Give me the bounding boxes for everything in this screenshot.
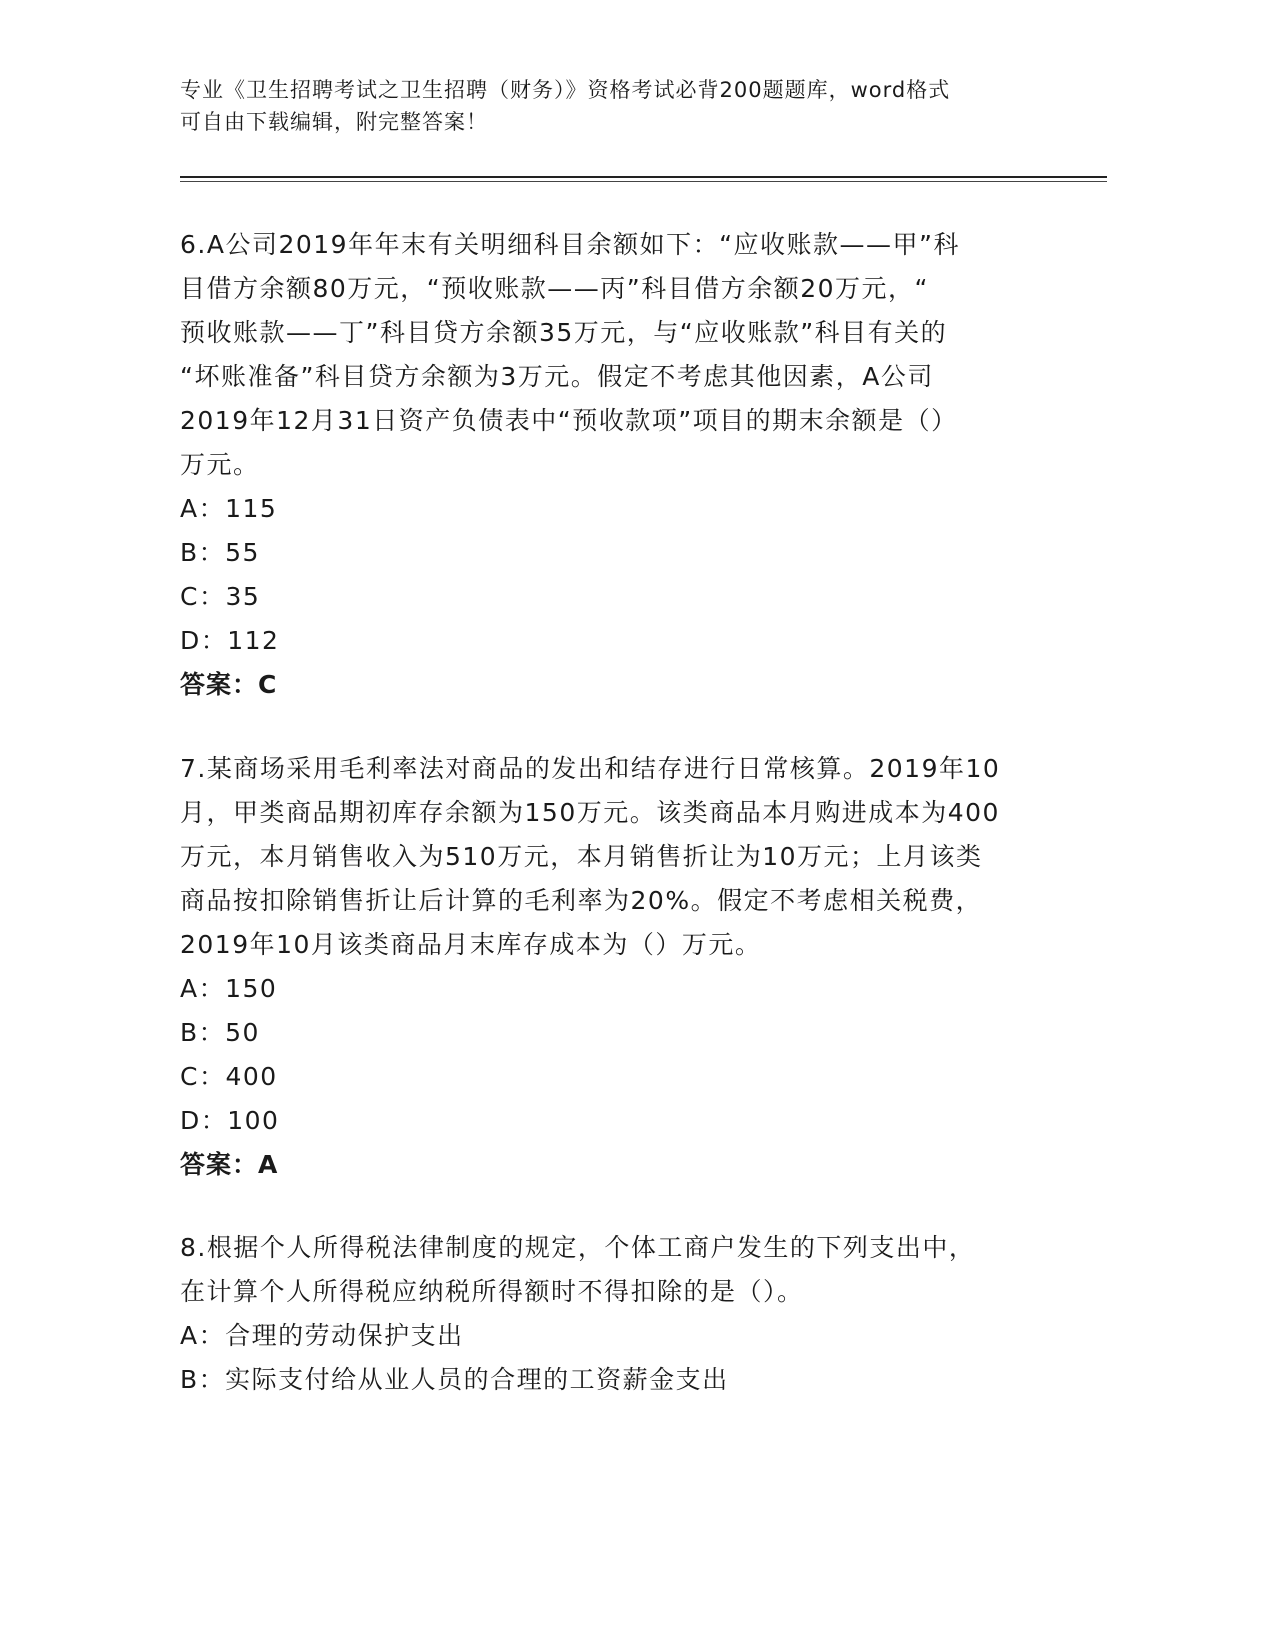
question-8	[180, 1226, 1060, 1402]
header-divider-thin	[180, 181, 1107, 182]
question-text-line: “坏账准备”科目贷方余额为3万元。假定不考虑其他因素，A公司	[180, 362, 934, 391]
question-text-line: 目借方余额80万元，“预收账款——丙”科目借方余额20万元，“	[180, 274, 929, 303]
option-c: C：400	[180, 1062, 278, 1091]
option-d: D：100	[180, 1106, 280, 1135]
option-b: B：实际支付给从业人员的合理的工资薪金支出	[180, 1365, 729, 1394]
header-line: 可自由下载编辑，附完整答案！	[180, 110, 488, 134]
option-a: A：合理的劳动保护支出	[180, 1321, 464, 1350]
question-text-line: 万元，本月销售收入为510万元，本月销售折让为10万元；上月该类	[180, 842, 983, 871]
question-text-line: 在计算个人所得税应纳税所得额时不得扣除的是（）。	[180, 1277, 804, 1306]
question-text-line: 预收账款——丁”科目贷方余额35万元，与“应收账款”科目有关的	[180, 318, 948, 347]
option-c: C：35	[180, 582, 261, 611]
option-b: B：50	[180, 1018, 260, 1047]
header-line: 专业《卫生招聘考试之卫生招聘（财务）》资格考试必背200题题库，word格式	[180, 78, 951, 102]
answer: 答案：A	[180, 1150, 279, 1179]
header-divider-thick	[180, 176, 1107, 178]
option-a: A：150	[180, 974, 278, 1003]
answer: 答案：C	[180, 670, 278, 699]
question-text-line: 万元。	[180, 450, 260, 479]
option-a: A：115	[180, 494, 278, 523]
option-b: B：55	[180, 538, 260, 567]
question-7	[180, 747, 1060, 1187]
question-6	[180, 223, 1060, 707]
question-text-line: 商品按扣除销售折让后计算的毛利率为20%。假定不考虑相关税费，	[180, 886, 983, 915]
question-text-line: 6.A公司2019年年末有关明细科目余额如下：“应收账款——甲”科	[180, 230, 960, 259]
question-text-line: 月，甲类商品期初库存余额为150万元。该类商品本月购进成本为400	[180, 798, 1000, 827]
question-text-line: 2019年12月31日资产负债表中“预收款项”项目的期末余额是（）	[180, 406, 958, 435]
question-text-line: 8.根据个人所得税法律制度的规定，个体工商户发生的下列支出中，	[180, 1233, 976, 1262]
question-text-line: 2019年10月该类商品月末库存成本为（）万元。	[180, 930, 762, 959]
document-header	[180, 74, 1060, 138]
question-text-line: 7.某商场采用毛利率法对商品的发出和结存进行日常核算。2019年10	[180, 754, 1001, 783]
option-d: D：112	[180, 626, 280, 655]
